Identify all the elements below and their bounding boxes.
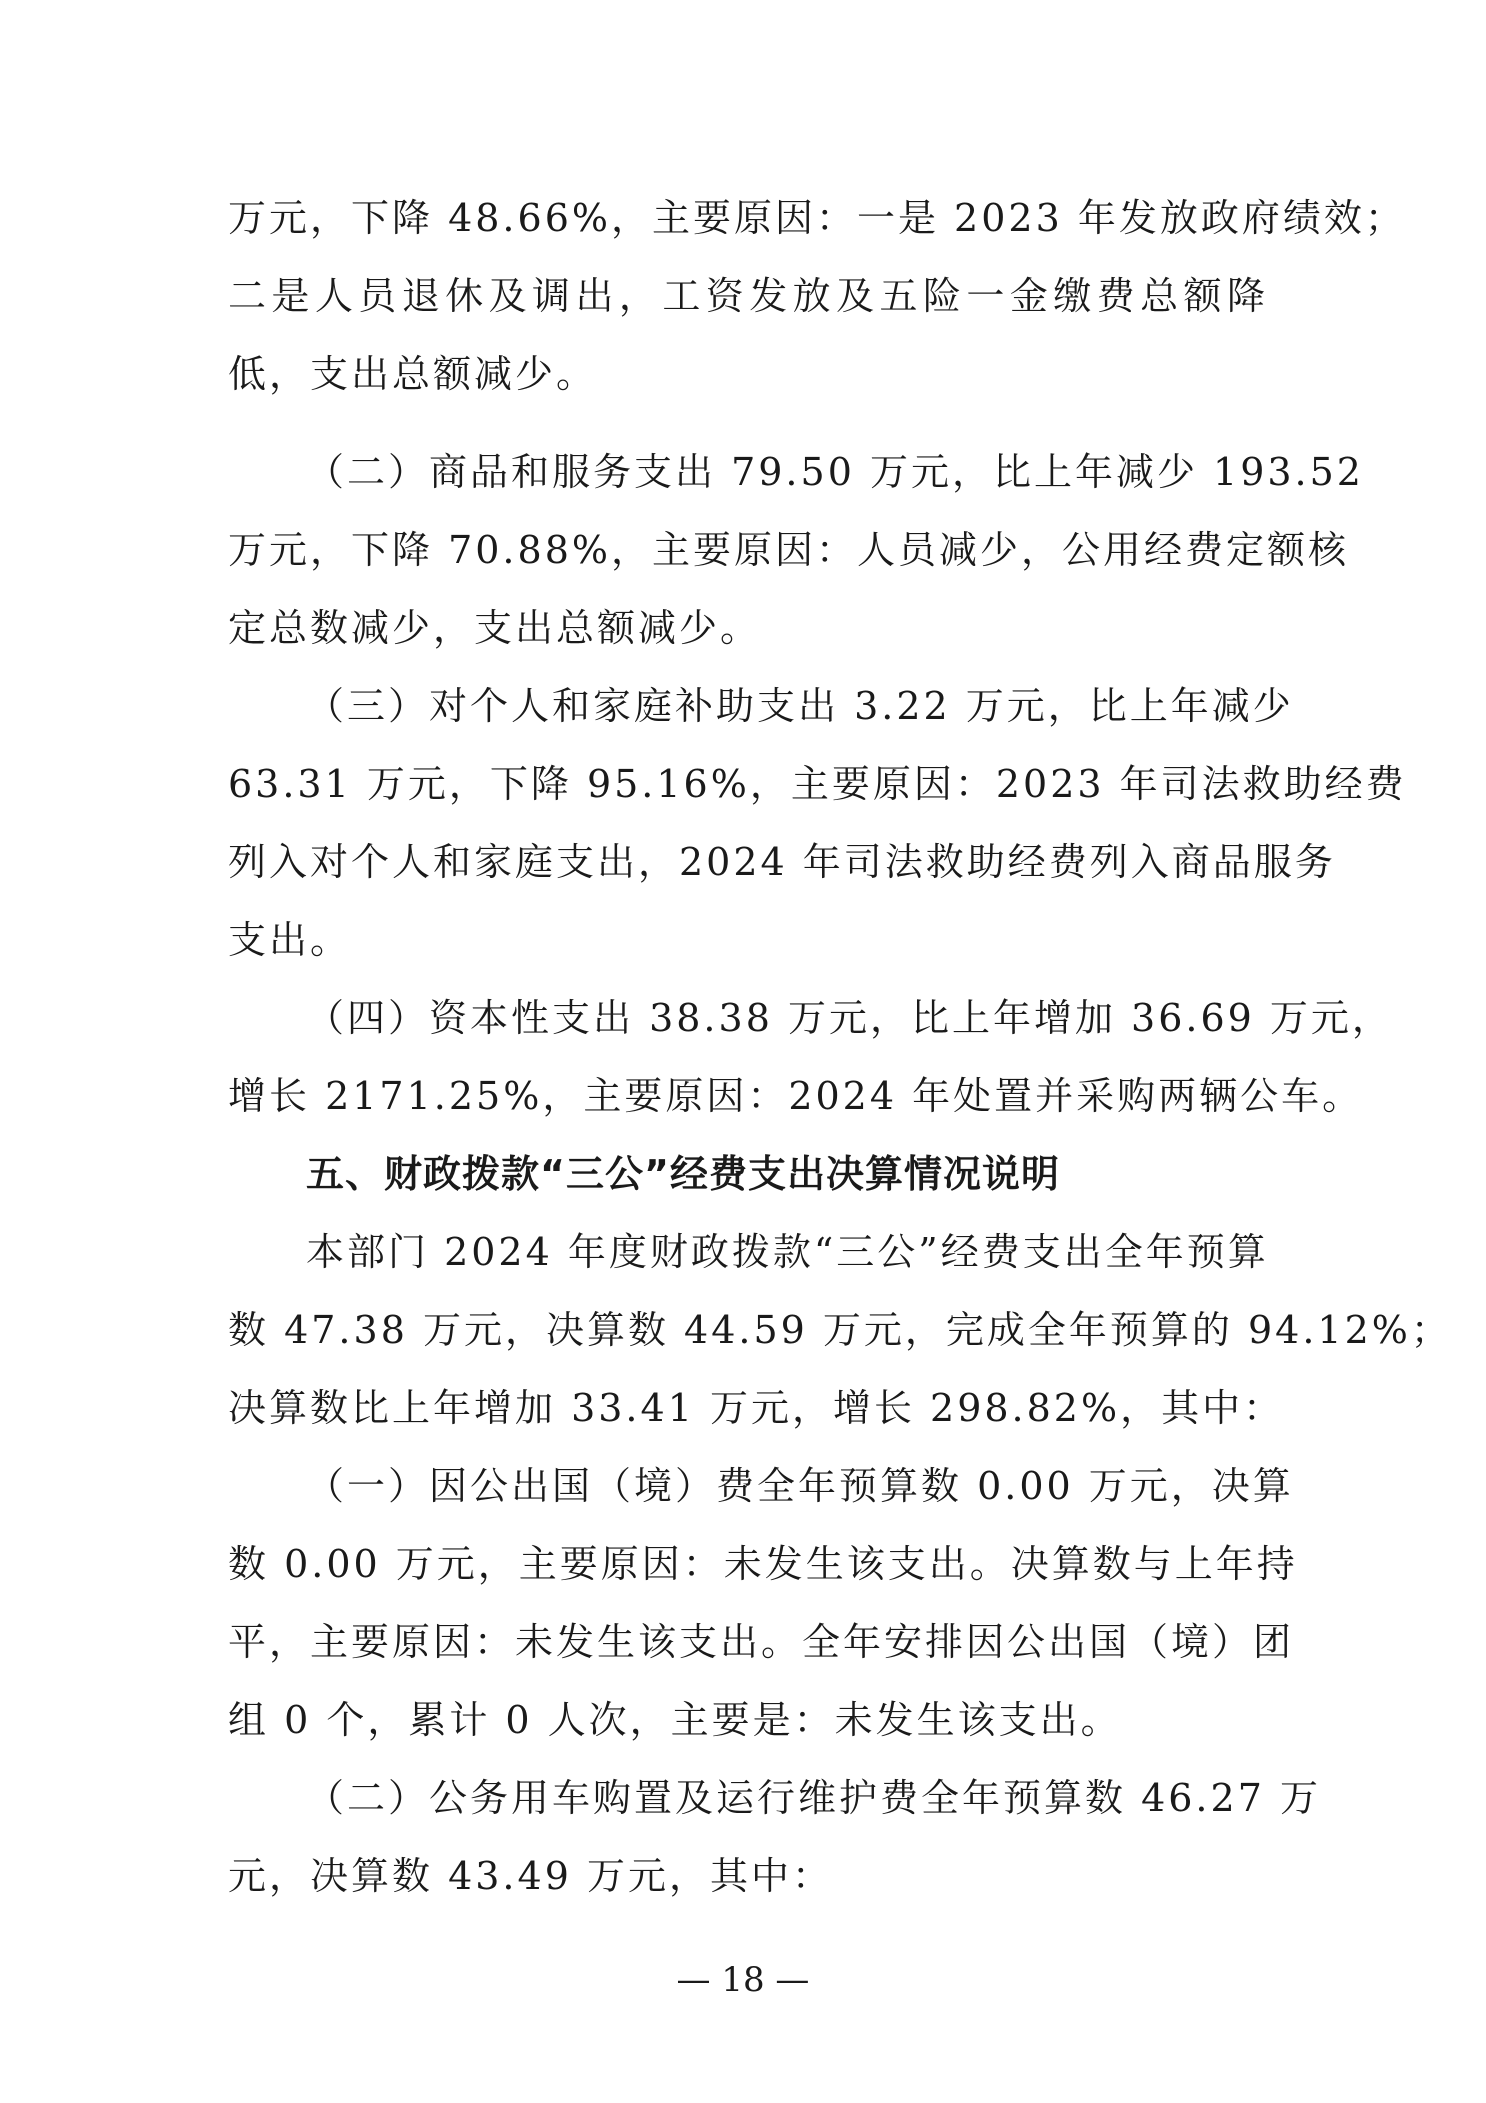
text-line: 数 0.00 万元，主要原因：未发生该支出。决算数与上年持 (228, 1542, 1298, 1586)
text-line: 本部门 2024 年度财政拨款“三公”经费支出全年预算 (306, 1230, 1269, 1274)
text-line: （二）公务用车购置及运行维护费全年预算数 46.27 万 (306, 1776, 1321, 1820)
text-line: 增长 2171.25%，主要原因：2024 年处置并采购两辆公车。 (228, 1074, 1364, 1118)
text-line: 定总数减少，支出总额减少。 (228, 606, 762, 650)
text-line: 万元，下降 70.88%，主要原因：人员减少，公用经费定额核 (228, 528, 1349, 572)
text-line: 低，支出总额减少。 (228, 352, 598, 396)
text-line: （二）商品和服务支出 79.50 万元，比上年减少 193.52 (306, 450, 1364, 494)
page-number: — 18 — (676, 1960, 810, 2000)
text-line: （三）对个人和家庭补助支出 3.22 万元，比上年减少 (306, 684, 1294, 728)
text-line: 列入对个人和家庭支出，2024 年司法救助经费列入商品服务 (228, 840, 1336, 884)
text-line: 二是人员退休及调出，工资发放及五险一金缴费总额降 (228, 274, 1268, 318)
text-line: 数 47.38 万元，决算数 44.59 万元，完成全年预算的 94.12%； (228, 1308, 1452, 1352)
text-line: 组 0 个，累计 0 人次，主要是：未发生该支出。 (228, 1698, 1122, 1742)
text-line: 支出。 (228, 918, 352, 962)
text-line: 平，主要原因：未发生该支出。全年安排因公出国（境）团 (228, 1620, 1295, 1664)
text-line: 万元，下降 48.66%，主要原因：一是 2023 年发放政府绩效； (228, 196, 1406, 240)
text-line: （一）因公出国（境）费全年预算数 0.00 万元，决算 (306, 1464, 1294, 1508)
text-line: 元，决算数 43.49 万元，其中： (228, 1854, 833, 1898)
text-line: 63.31 万元，下降 95.16%，主要原因：2023 年司法救助经费 (228, 762, 1407, 806)
section-heading: 五、财政拨款“三公”经费支出决算情况说明 (306, 1152, 1060, 1196)
text-line: （四）资本性支出 38.38 万元，比上年增加 36.69 万元， (306, 996, 1393, 1040)
text-line: 决算数比上年增加 33.41 万元，增长 298.82%，其中： (228, 1386, 1285, 1430)
